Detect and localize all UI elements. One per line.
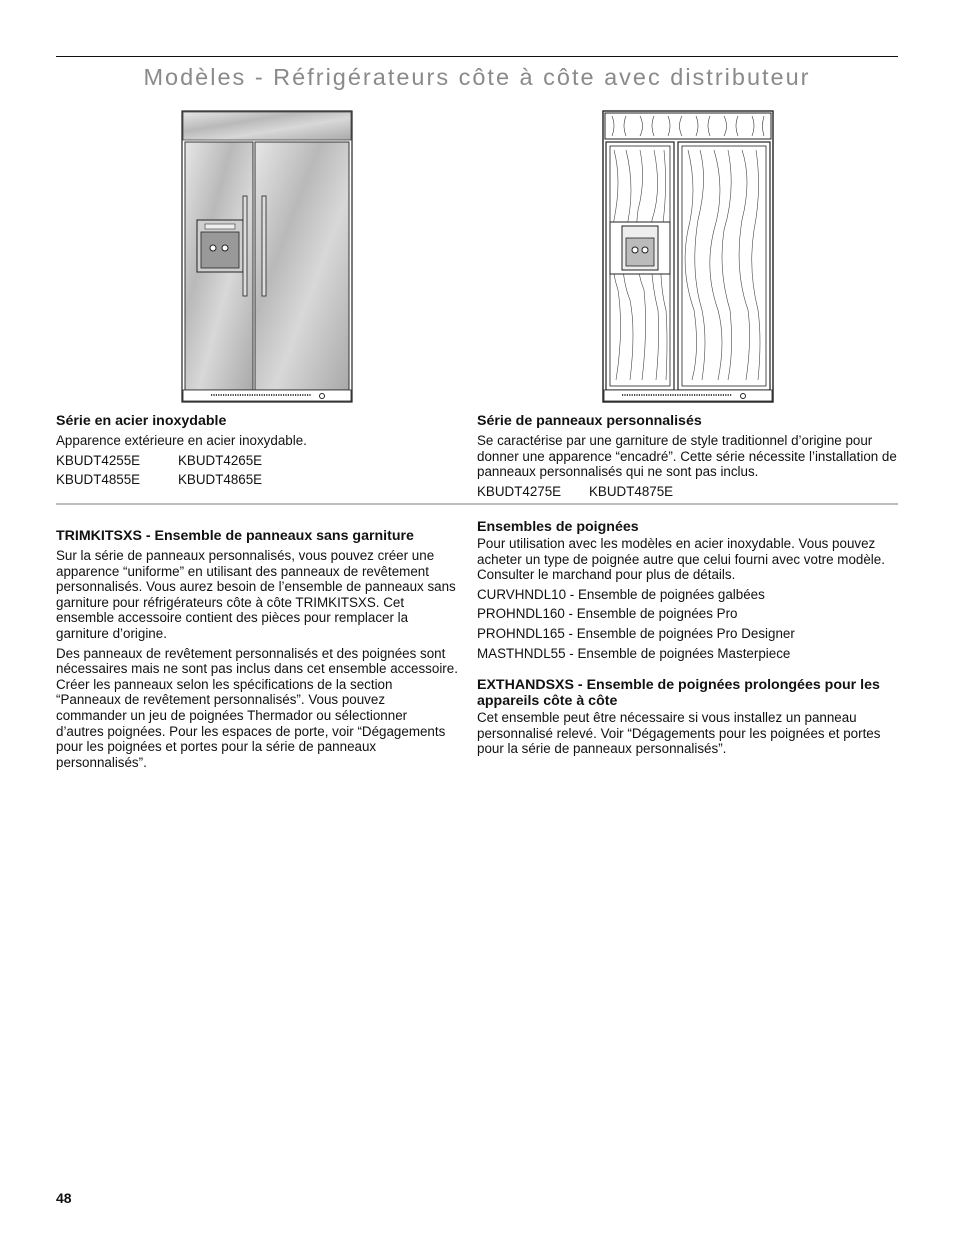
model-number: KBUDT4865E — [178, 472, 263, 488]
list-item: CURVHNDL10 - Ensemble de poignées galbées — [477, 586, 765, 602]
model-number: KBUDT4875E — [589, 483, 674, 499]
custom-description: Se caractérise par une garniture de style traditionnel d’origine pour donner une apparence “encadré”. Cette série nécessite l’installation de panneaux personnalisés qui ne sont pas inclus. — [477, 433, 897, 480]
handles-list — [477, 587, 898, 661]
trimkit-paragraph-2: Des panneaux de revêtement personnalisés et des poignées sont nécessaires mais ne sont pas inclus dans cet ensemble accessoire. Créer les panneaux selon les spécifications de la section “Panneaux de revêtement personnalisés”. Vous pouvez commander un jeu de poignées Thermador ou sélectionner d’autres poignées. Pour les espaces de porte, voir “Dégagements pour les poignées et portes pour la série de panneaux personnalisés”. — [56, 645, 458, 770]
trimkit-paragraph-1: Sur la série de panneaux personnalisés, vous pouvez créer une apparence “uniforme” en utilisant des panneaux de revêtement personnalisés. Vous aurez besoin de l’ensemble de panneaux sans garniture pour réfrigérateurs côte à côte TRIMKITSXS. Cet ensemble accessoire contient des pièces pour remplacer la garniture d’origine. — [56, 548, 456, 641]
trimkit-heading: TRIMKITSXS - Ensemble de panneaux sans garniture — [56, 528, 414, 544]
handles-heading: Ensembles de poignées — [477, 519, 639, 535]
handles-description: Pour utilisation avec les modèles en acier inoxydable. Vous pouvez acheter un type de poignée autre que celui fourni avec votre modèle. Consulter le marchand pour plus de détails. — [477, 536, 885, 583]
stainless-models-row-1 — [56, 453, 456, 469]
stainless-description: Apparence extérieure en acier inoxydable. — [56, 433, 307, 448]
custom-heading: Série de panneaux personnalisés — [477, 413, 702, 429]
exthand-heading: EXTHANDSXS - Ensemble de poignées prolongées pour les appareils côte à côte — [477, 677, 880, 710]
custom-models-row — [477, 484, 898, 500]
model-number: KBUDT4855E — [56, 472, 141, 488]
custom-section — [477, 413, 898, 503]
top-rule — [56, 56, 898, 57]
stainless-heading: Série en acier inoxydable — [56, 413, 227, 429]
exthand-description: Cet ensemble peut être nécessaire si vous installez un panneau personnalisé relevé. Voir “Dégagements pour les poignées et portes pour la série de panneaux personnalisés”. — [477, 710, 881, 757]
list-item: MASTHNDL55 - Ensemble de poignées Masterpiece — [477, 645, 791, 661]
list-item: PROHNDL165 - Ensemble de poignées Pro Designer — [477, 625, 795, 641]
stainless-models-row-2 — [56, 472, 456, 488]
page-title: Modèles - Réfrigérateurs côte à côte avec distributeur — [143, 64, 811, 90]
custom-panel-refrigerator-icon — [602, 110, 774, 403]
model-number: KBUDT4275E — [477, 483, 562, 499]
stainless-refrigerator-icon — [181, 110, 353, 403]
page-number: 48 — [56, 1190, 72, 1206]
handles-section — [477, 519, 898, 761]
list-item: PROHNDL160 - Ensemble de poignées Pro — [477, 606, 738, 622]
trimkit-section — [56, 528, 458, 774]
stainless-section — [56, 413, 456, 492]
model-number: KBUDT4265E — [178, 452, 263, 468]
section-divider — [56, 503, 898, 505]
model-number: KBUDT4255E — [56, 452, 141, 468]
